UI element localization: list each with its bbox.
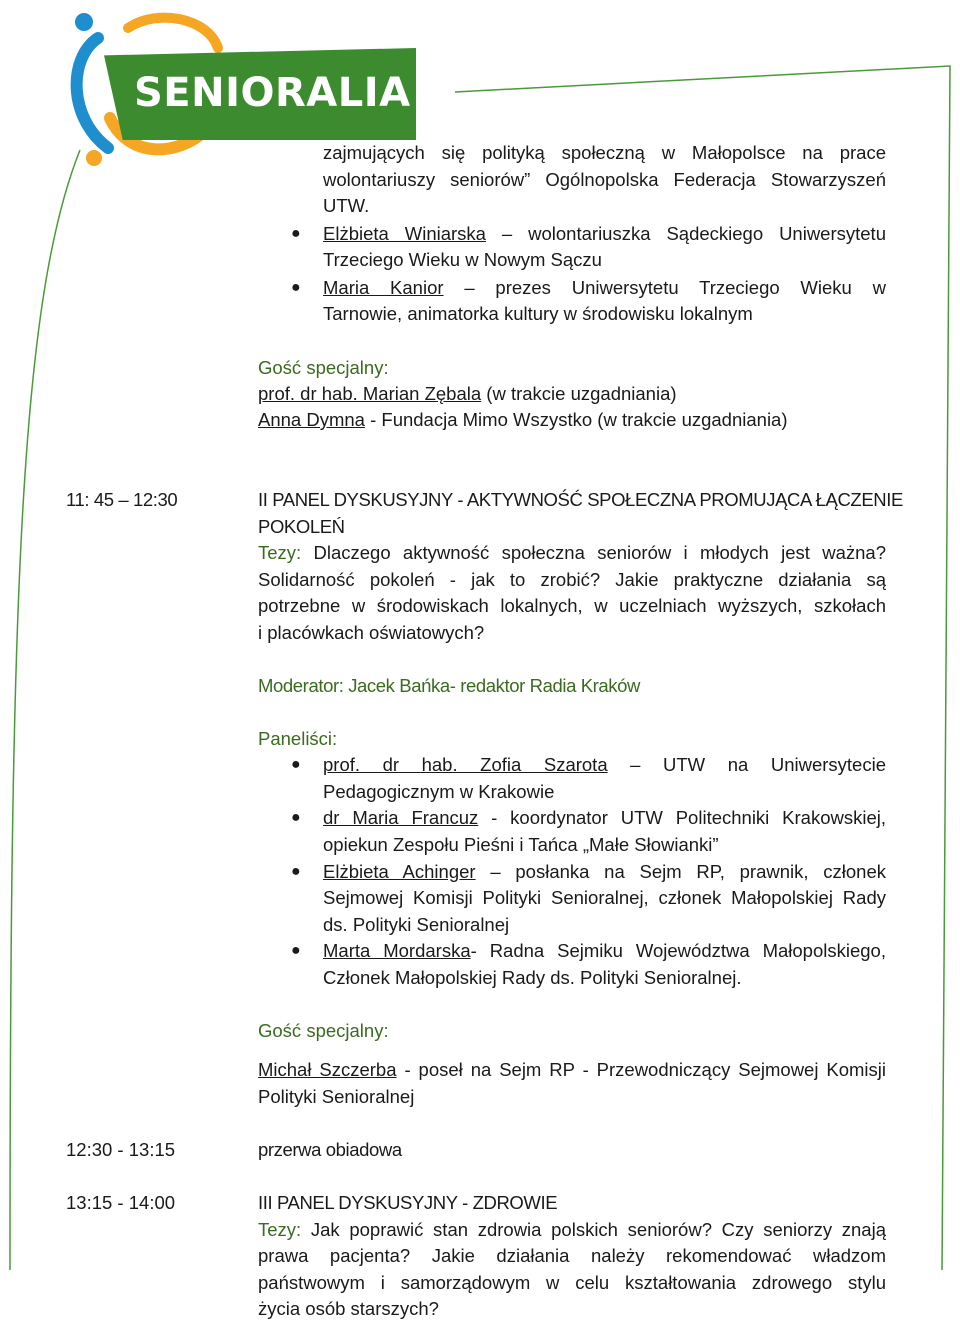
panel2-theses-2: Solidarność pokoleń - jak to zrobić? Jakie praktyczne działania są (258, 569, 886, 590)
list-item-cont: Tarnowie, animatorka kultury w środowisku lokalnym (323, 303, 753, 324)
guest-name: Michał Szczerba (258, 1059, 397, 1080)
panel3-time: 13:15 - 14:00 (66, 1192, 176, 1213)
theses-text: Dlaczego aktywność społeczna seniorów i młodych jest ważna? (301, 542, 886, 563)
member-role: – wolontariuszka Sądeckiego Uniwersytetu (485, 223, 886, 244)
list-item (323, 221, 886, 248)
intro-line-2: wolontariuszy seniorów” Ogólnopolska Federacja Stowarzyszeń (323, 169, 886, 190)
bullet-icon: ● (291, 942, 301, 959)
list-item-cont: opiekun Zespołu Pieśni i Tańca „Małe Słowianki” (323, 834, 719, 855)
panel3-theses-1 (258, 1217, 886, 1244)
theses-label: Tezy: (258, 542, 302, 563)
list-item (323, 752, 886, 779)
bullet-icon: ● (291, 809, 301, 826)
guest-line-2 (258, 407, 788, 434)
panel2-theses-3: potrzebne w środowiskach lokalnych, w uczelniach wyższych, szkołach (258, 595, 886, 616)
list-item (323, 938, 886, 965)
theses-text: Jak poprawić stan zdrowia polskich seniorów? Czy seniorzy znają (301, 1219, 886, 1240)
bullet-icon: ● (291, 279, 301, 296)
list-item (323, 805, 886, 832)
bullet-icon: ● (291, 756, 301, 773)
list-item-cont: Pedagogicznym w Krakowie (323, 781, 555, 802)
panelist-role: – UTW na Uniwersytecie (607, 754, 886, 775)
list-item-cont: ds. Polityki Senioralnej (323, 914, 510, 935)
guest-note: (w trakcie uzgadniania) (481, 383, 677, 404)
panelist-role: – posłanka na Sejm RP, prawnik, członek (475, 861, 887, 882)
panelist-name: Elżbieta Achinger (323, 861, 476, 882)
panel2-time: 11: 45 – 12:30 (66, 489, 178, 510)
guest-note: - Fundacja Mimo Wszystko (w trakcie uzgadniania) (364, 409, 788, 430)
intro-line-3: UTW. (323, 195, 370, 216)
panel2-theses-1 (258, 540, 886, 567)
panelist-role: - koordynator UTW Politechniki Krakowskiej, (478, 807, 886, 828)
guest-name: Anna Dymna (258, 409, 365, 430)
guest2-label: Gość specjalny: (258, 1020, 389, 1041)
guest-name: prof. dr hab. Marian Zębala (258, 383, 482, 404)
panelist-name: dr Maria Francuz (323, 807, 479, 828)
panelist-name: Marta Mordarska (323, 940, 471, 961)
logo-text: SENIORALIA (134, 70, 411, 116)
member-name: Maria Kanior (323, 277, 444, 298)
bullet-icon: ● (291, 225, 301, 242)
guest2-line-2: Polityki Senioralnej (258, 1086, 415, 1107)
list-item-cont: Członek Małopolskiej Rady ds. Polityki Senioralnej. (323, 967, 742, 988)
panel3-title: III PANEL DYSKUSYJNY - ZDROWIE (258, 1192, 558, 1213)
bullet-icon: ● (291, 863, 301, 880)
lunch-label: przerwa obiadowa (258, 1139, 402, 1160)
theses-label: Tezy: (258, 1219, 302, 1240)
panel2-theses-4: i placówkach oświatowych? (258, 622, 485, 643)
list-item (323, 859, 886, 886)
guest-role: - poseł na Sejm RP - Przewodniczący Sejmowej Komisji (396, 1059, 886, 1080)
list-item-cont: Sejmowej Komisji Polityki Senioralnej, członek Małopolskiej Rady (323, 887, 886, 908)
panel2-title-1: II PANEL DYSKUSYJNY - AKTYWNOŚĆ SPOŁECZNA PROMUJĄCA ŁĄCZENIE (258, 489, 903, 510)
guest2-line-1 (258, 1057, 886, 1084)
guest-line-1 (258, 381, 677, 408)
panelists-label: Paneliści: (258, 728, 338, 749)
list-item-cont: Trzeciego Wieku w Nowym Sączu (323, 249, 602, 270)
panel3-theses-3: państwowym i samorządowym w celu kształtowania zdrowego stylu (258, 1272, 886, 1293)
panel3-theses-2: prawa pacjenta? Jakie działania należy rekomendować władzom (258, 1245, 886, 1266)
panelist-name: prof. dr hab. Zofia Szarota (323, 754, 608, 775)
panel2-title-2: POKOLEŃ (258, 516, 345, 537)
member-role: – prezes Uniwersytetu Trzeciego Wieku w (443, 277, 886, 298)
guest-label: Gość specjalny: (258, 357, 389, 378)
panelist-role: - Radna Sejmiku Województwa Małopolskiego, (470, 940, 886, 961)
member-name: Elżbieta Winiarska (323, 223, 486, 244)
intro-line-1: zajmujących się polityką społeczną w Małopolsce na prace (323, 142, 886, 163)
lunch-time: 12:30 - 13:15 (66, 1139, 176, 1160)
panel3-theses-4: życia osób starszych? (258, 1298, 439, 1319)
list-item (323, 275, 886, 302)
panel2-moderator: Moderator: Jacek Bańka- redaktor Radia Kraków (258, 675, 640, 696)
